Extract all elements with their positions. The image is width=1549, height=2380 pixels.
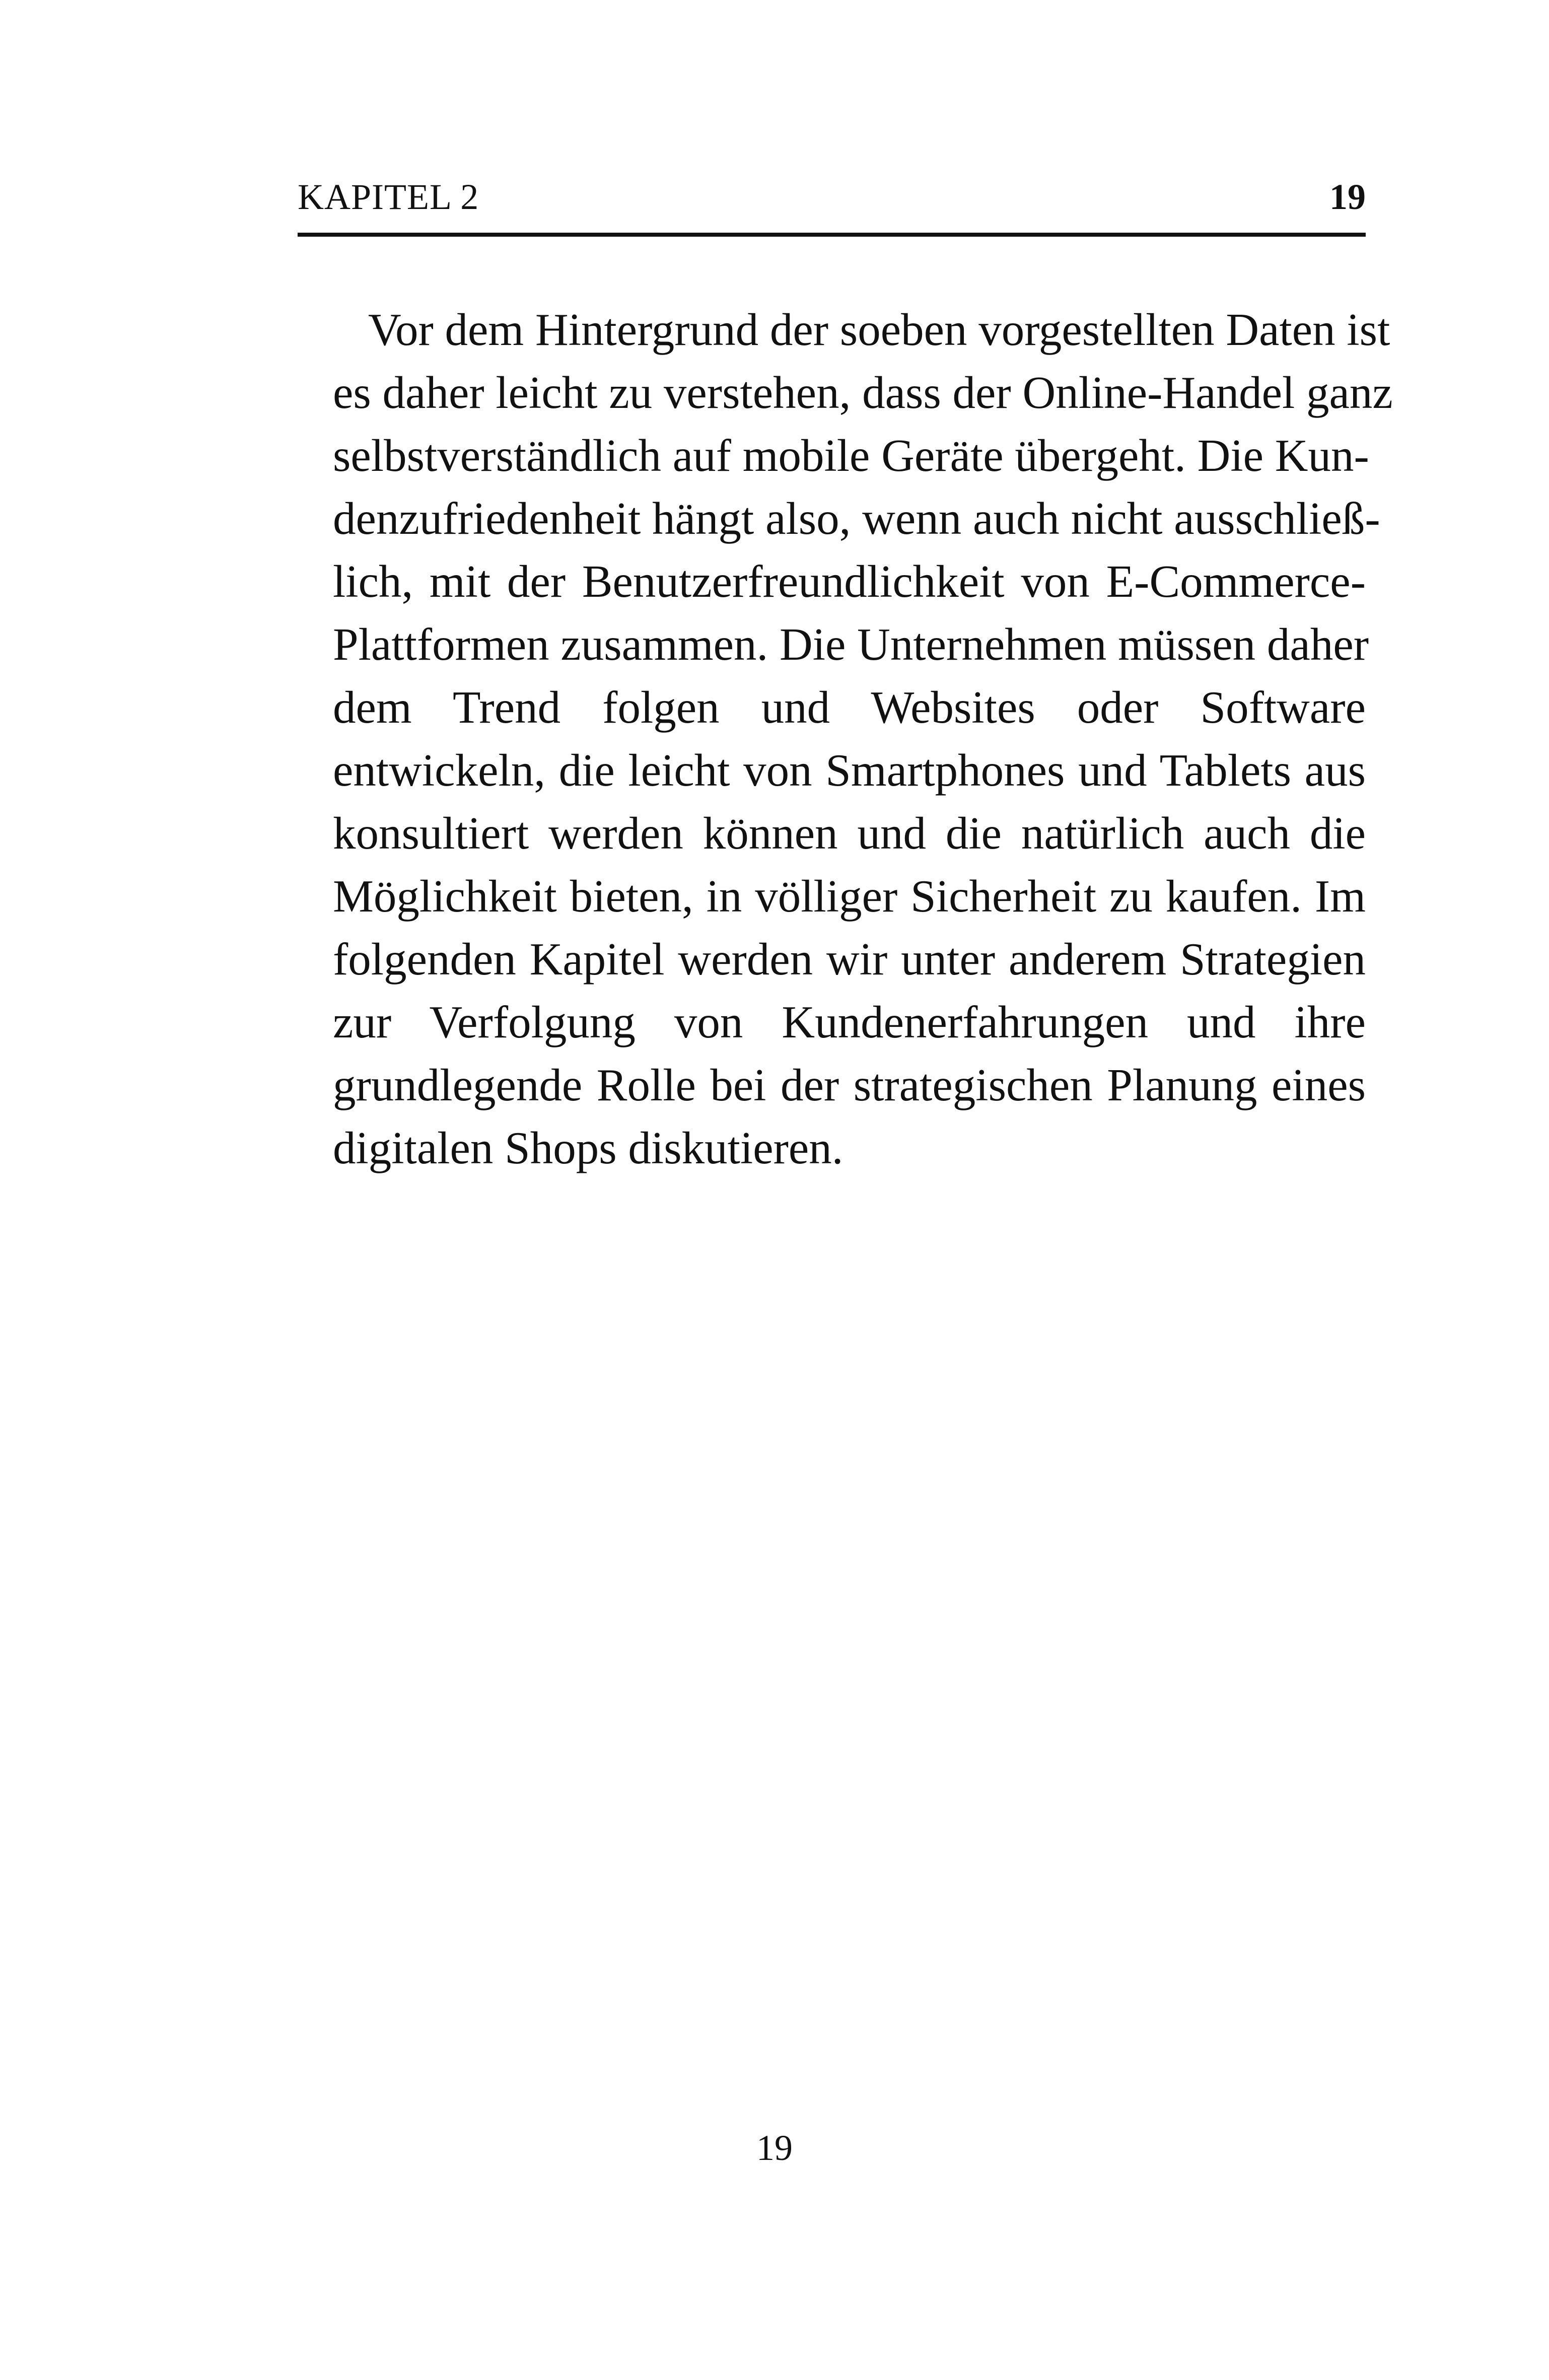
text-line: denzufriedenheit hängt also, wenn auch nicht ausschließ- xyxy=(333,493,1380,544)
text-line: es daher leicht zu verstehen, dass der Online-Handel ganz xyxy=(333,367,1393,418)
text-line: Möglichkeit bieten, in völliger Sicherheit zu kaufen. Im xyxy=(333,871,1366,922)
header-rule xyxy=(298,233,1366,237)
text-line: dem Trend folgen und Websites oder Software xyxy=(333,682,1366,733)
text-line: lich, mit der Benutzerfreundlichkeit von E-Commerce- xyxy=(333,556,1366,607)
text-line: Vor dem Hintergrund der soeben vorgestellten Daten ist xyxy=(368,304,1390,355)
text-line: digitalen Shops diskutieren. xyxy=(333,1123,843,1173)
chapter-label: KAPITEL 2 xyxy=(298,177,479,217)
text-line: zur Verfolgung von Kundenerfahrungen und ihre xyxy=(333,997,1366,1047)
text-line: entwickeln, die leicht von Smartphones und Tablets aus xyxy=(333,745,1366,796)
footer-page-number: 19 xyxy=(756,2128,793,2168)
body-paragraph xyxy=(298,298,1393,1179)
running-header xyxy=(298,174,1366,219)
text-line: konsultiert werden können und die natürlich auch die xyxy=(333,808,1366,859)
header-page-number: 19 xyxy=(1329,177,1366,217)
text-line: selbstverständlich auf mobile Geräte übergeht. Die Kun- xyxy=(333,430,1369,481)
text-line: grundlegende Rolle bei der strategischen Planung eines xyxy=(333,1060,1366,1110)
text-line: folgenden Kapitel werden wir unter anderem Strategien xyxy=(333,934,1366,985)
text-line: Plattformen zusammen. Die Unternehmen müssen daher xyxy=(333,619,1369,670)
